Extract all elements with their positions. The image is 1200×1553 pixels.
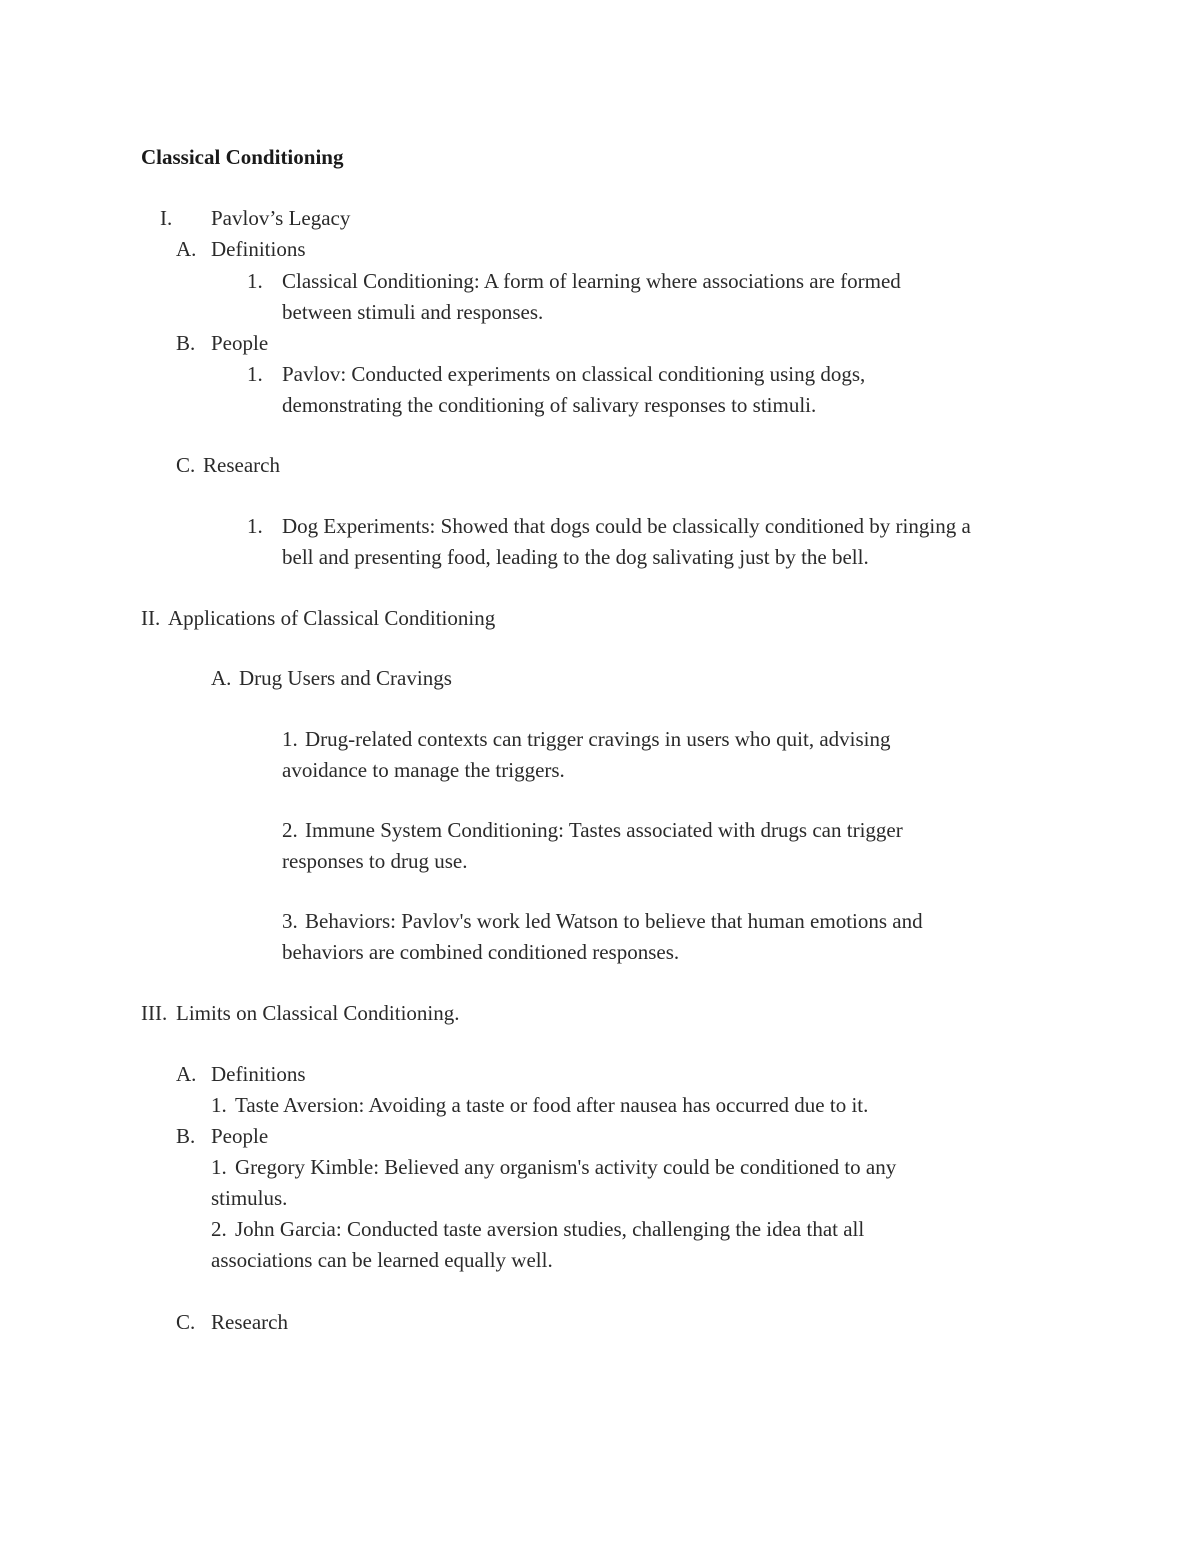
section-3b-item-2-marker: 2.: [211, 1217, 227, 1241]
section-3c-heading: Research: [211, 1310, 288, 1334]
section-1c-item-1-line-2: bell and presenting food, leading to the dog salivating just by the bell.: [282, 545, 869, 569]
section-1a-item-1-marker: 1.: [247, 269, 263, 293]
section-2a-heading: Drug Users and Cravings: [239, 666, 452, 690]
section-1c-item-1-line-1: Dog Experiments: Showed that dogs could be classically conditioned by ringing a: [282, 514, 971, 538]
section-1b-item-1-marker: 1.: [247, 362, 263, 386]
section-1a-marker: A.: [176, 237, 197, 261]
section-3a-heading: Definitions: [211, 1062, 306, 1086]
section-3a-item-1-marker: 1.: [211, 1093, 227, 1117]
section-3-heading: Limits on Classical Conditioning.: [176, 1001, 460, 1025]
section-3b-heading: People: [211, 1124, 269, 1148]
section-1-marker: I.: [160, 206, 173, 230]
section-1b-item-1-line-1: Pavlov: Conducted experiments on classical conditioning using dogs,: [282, 362, 866, 386]
section-2-marker: II.: [141, 606, 161, 630]
section-3b-item-2-line-1: John Garcia: Conducted taste aversion studies, challenging the idea that all: [235, 1217, 865, 1241]
section-3b-item-2-line-2: associations can be learned equally well.: [211, 1248, 553, 1272]
section-2a-item-1-line-1: Drug-related contexts can trigger cravings in users who quit, advising: [305, 727, 891, 751]
section-2a-item-3-marker: 3.: [282, 909, 298, 933]
section-2a-item-1-marker: 1.: [282, 727, 298, 751]
section-2a-marker: A.: [211, 666, 232, 690]
section-1a-heading: Definitions: [211, 237, 306, 261]
section-1b-heading: People: [211, 331, 269, 355]
section-3b-item-1-marker: 1.: [211, 1155, 227, 1179]
section-1a-item-1-line-2: between stimuli and responses.: [282, 300, 544, 324]
document-title: Classical Conditioning: [141, 145, 344, 169]
section-3b-marker: B.: [176, 1124, 196, 1148]
section-1b-item-1-line-2: demonstrating the conditioning of salivary responses to stimuli.: [282, 393, 817, 417]
section-3-marker: III.: [141, 1001, 168, 1025]
section-3b-item-1-line-1: Gregory Kimble: Believed any organism's activity could be conditioned to any: [235, 1155, 897, 1179]
section-1c-heading: Research: [203, 453, 280, 477]
section-1-heading: Pavlov’s Legacy: [211, 206, 351, 230]
section-1c-item-1-marker: 1.: [247, 514, 263, 538]
section-2a-item-2-marker: 2.: [282, 818, 298, 842]
section-2a-item-3-line-2: behaviors are combined conditioned responses.: [282, 940, 680, 964]
section-2a-item-2-line-2: responses to drug use.: [282, 849, 468, 873]
section-2a-item-2-line-1: Immune System Conditioning: Tastes associated with drugs can trigger: [305, 818, 903, 842]
section-3c-marker: C.: [176, 1310, 196, 1334]
section-1b-marker: B.: [176, 331, 196, 355]
section-2a-item-1-line-2: avoidance to manage the triggers.: [282, 758, 565, 782]
section-3a-marker: A.: [176, 1062, 197, 1086]
section-2a-item-3-line-1: Behaviors: Pavlov's work led Watson to believe that human emotions and: [305, 909, 923, 933]
section-2-heading: Applications of Classical Conditioning: [168, 606, 496, 630]
section-3a-item-1-line-1: Taste Aversion: Avoiding a taste or food after nausea has occurred due to it.: [235, 1093, 869, 1117]
section-1c-marker: C.: [176, 453, 196, 477]
section-1a-item-1-line-1: Classical Conditioning: A form of learning where associations are formed: [282, 269, 901, 293]
section-3b-item-1-line-2: stimulus.: [211, 1186, 288, 1210]
